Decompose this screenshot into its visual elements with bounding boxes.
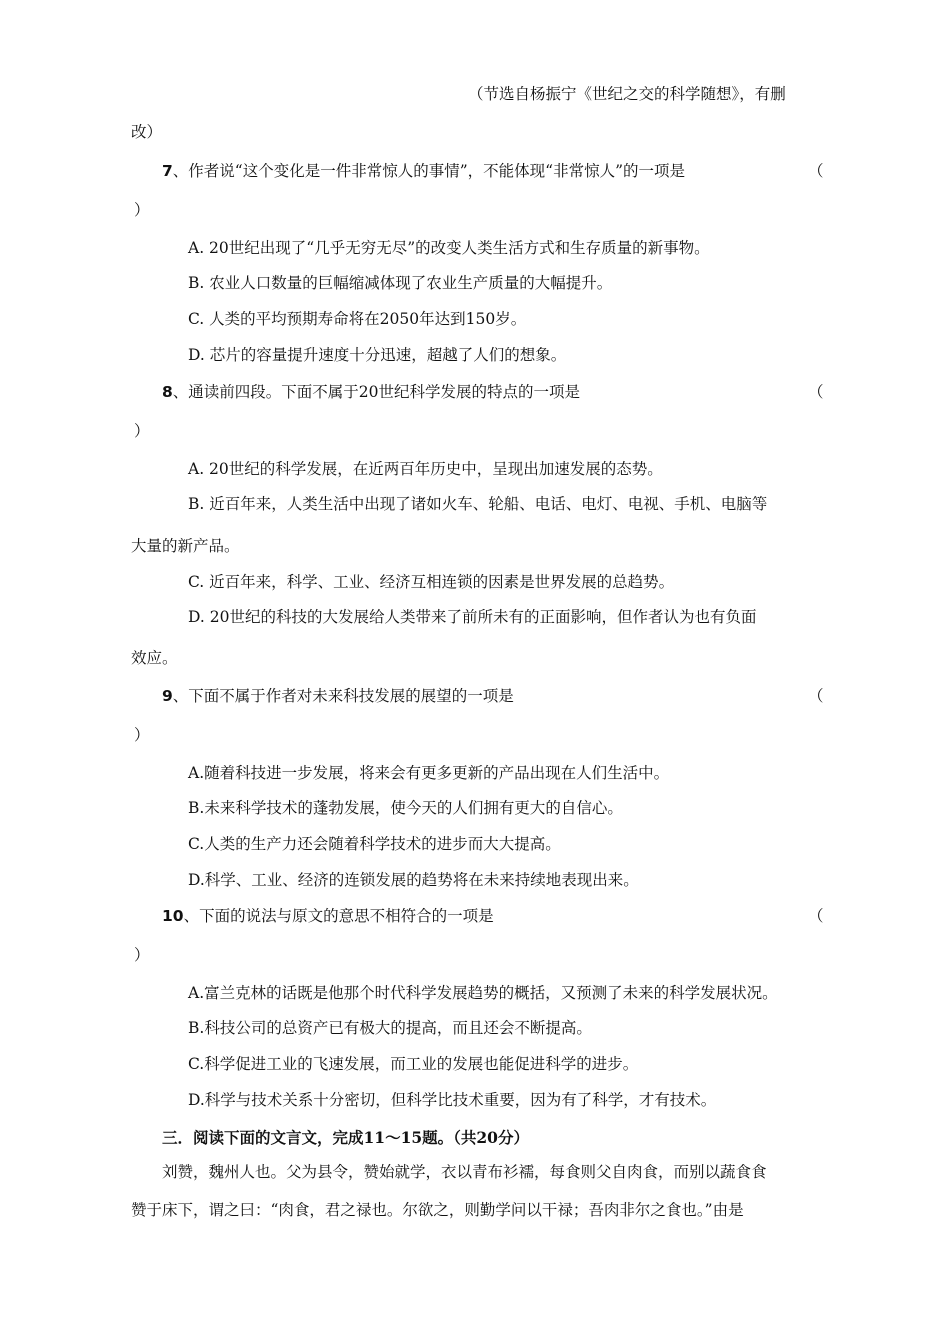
answer-paren-open: （	[808, 907, 824, 925]
source-attribution-line-1: （节选自杨振宁《世纪之交的科学随想》，有删	[468, 85, 786, 103]
question-text: 、作者说“这个变化是一件非常惊人的事情”，不能体现“非常惊人”的一项是	[172, 162, 685, 180]
option-d: D.科学、工业、经济的连锁发展的趋势将在未来持续地表现出来。	[188, 871, 639, 889]
answer-paren-open: （	[808, 383, 824, 401]
answer-paren-close: ）	[134, 946, 150, 964]
question-number: 10	[162, 907, 184, 925]
option-d: D. 20世纪的科技的大发展给人类带来了前所未有的正面影响，但作者认为也有负面	[188, 608, 757, 626]
question-8-stem	[162, 382, 580, 402]
question-10-stem	[162, 906, 494, 926]
source-attribution-line-2: 改）	[131, 123, 163, 141]
answer-paren-open: （	[808, 687, 824, 705]
passage-line: 赞于床下，谓之曰：“肉食，君之禄也。尔欲之，则勤学问以干禄；吾肉非尔之食也。”由是	[131, 1201, 744, 1219]
section-3-heading: 三．阅读下面的文言文，完成11～15题。（共20分）	[162, 1128, 529, 1147]
question-text: 、下面不属于作者对未来科技发展的展望的一项是	[172, 687, 514, 705]
question-number: 8	[162, 383, 173, 401]
answer-paren-close: ）	[134, 726, 150, 744]
option-a: A. 20世纪的科学发展，在近两百年历史中，呈现出加速发展的态势。	[188, 460, 663, 478]
option-c: C. 近百年来，科学、工业、经济互相连锁的因素是世界发展的总趋势。	[188, 573, 675, 591]
option-a: A. 20世纪出现了“几乎无穷无尽”的改变人类生活方式和生存质量的新事物。	[188, 239, 710, 257]
answer-paren-open: （	[808, 162, 824, 180]
option-a: A.富兰克林的话既是他那个时代科学发展趋势的概括，又预测了未来的科学发展状况。	[188, 984, 778, 1002]
option-c: C.科学促进工业的飞速发展，而工业的发展也能促进科学的进步。	[188, 1055, 639, 1073]
question-number: 7	[162, 162, 173, 180]
question-9-stem	[162, 686, 514, 706]
option-b: B.科技公司的总资产已有极大的提高，而且还会不断提高。	[188, 1019, 592, 1037]
option-b-continued: 大量的新产品。	[131, 537, 240, 555]
option-b: B.未来科学技术的蓬勃发展，使今天的人们拥有更大的自信心。	[188, 799, 623, 817]
question-number: 9	[162, 687, 173, 705]
option-b: B. 农业人口数量的巨幅缩减体现了农业生产质量的大幅提升。	[188, 274, 613, 292]
passage-line: 刘赞，魏州人也。父为县令，赞始就学，衣以青布衫襦，每食则父自肉食，而别以蔬食食	[162, 1163, 767, 1181]
answer-paren-close: ）	[134, 422, 150, 440]
question-text: 、通读前四段。下面不属于20世纪科学发展的特点的一项是	[172, 383, 581, 401]
option-c: C.人类的生产力还会随着科学技术的进步而大大提高。	[188, 835, 561, 853]
option-b: B. 近百年来，人类生活中出现了诸如火车、轮船、电话、电灯、电视、手机、电脑等	[188, 495, 768, 513]
option-a: A.随着科技进一步发展，将来会有更多更新的产品出现在人们生活中。	[188, 764, 670, 782]
option-d-continued: 效应。	[131, 649, 178, 667]
answer-paren-close: ）	[134, 201, 150, 219]
option-c: C. 人类的平均预期寿命将在2050年达到150岁。	[188, 310, 527, 328]
option-d: D. 芯片的容量提升速度十分迅速，超越了人们的想象。	[188, 346, 567, 364]
option-d: D.科学与技术关系十分密切，但科学比技术重要，因为有了科学，才有技术。	[188, 1091, 717, 1109]
question-text: 、下面的说法与原文的意思不相符合的一项是	[183, 907, 494, 925]
question-7-stem	[162, 161, 685, 181]
